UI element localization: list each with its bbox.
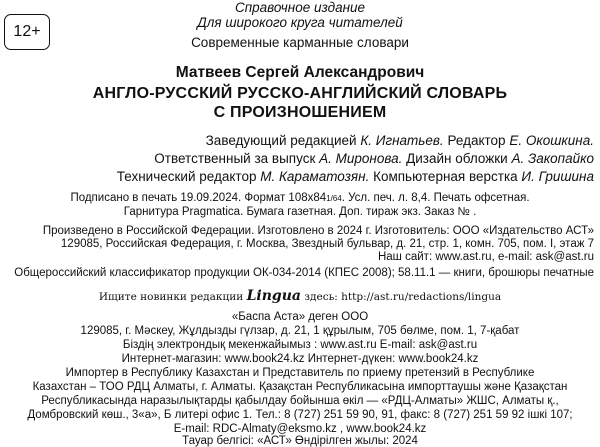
edition-type: Справочное издание [234, 0, 366, 15]
print-details-line-2: Гарнитура Pragmatica. Бумага газетная. Доп. тираж экз. Заказ № . [123, 206, 477, 218]
credit-person: М. Караматозян. [260, 169, 370, 184]
lingua-promo [0, 288, 600, 304]
format-fraction: 1/64 [326, 194, 342, 203]
credit-role: Заведующий редакцией [205, 133, 361, 148]
lingua-logo: Lingua [246, 288, 301, 304]
kz-email: E-mail: RDC-Almaty@eksmo.kz , www.book24.kz [173, 423, 427, 435]
age-rating: 12+ [13, 23, 41, 40]
credit-person: К. Игнатьев. [360, 133, 444, 148]
book-title-line2: С ПРОИЗНОШЕНИЕМ [213, 104, 387, 121]
credits-line-3 [117, 169, 594, 184]
book-title-line1: АНГЛО-РУССКИЙ РУССКО-АНГЛИЙСКИЙ СЛОВАРЬ [92, 85, 508, 102]
production-line-3: Наш сайт: www.ast.ru, e-mail: ask@ast.ru [377, 251, 594, 263]
production-line-1: Произведено в Российской Федерации. Изготовлено в 2024 г. Изготовитель: ООО «Издательство АСТ» [42, 225, 594, 237]
credit-role: Ответственный за выпуск [154, 151, 320, 166]
author-name: Матвеев Сергей Александрович [175, 64, 425, 81]
credit-person: Е. Окошкина. [509, 133, 594, 148]
kz-importer-line-4: Домбровский көш., 3«а», Б литері офис 1. Тел.: 8 (727) 251 59 90, 91, факс: 8 (727) 251 59 92 ішкі 107; [27, 409, 573, 421]
kz-importer-line-2: Казахстан – ТОО РДЦ Алматы, г. Алматы. Қазақстан Республикасына импорттаушы және Қазақстан [32, 381, 568, 393]
credit-person: И. Гришина [521, 169, 594, 184]
credit-person: А. Миронова. [319, 151, 403, 166]
production-line-2: 129085, Российская Федерация, г. Москва, Звездный бульвар, д. 21, стр. 1, комн. 705, пом. I, этаж 7 [60, 238, 594, 250]
kz-importer-line-1: Импортер в Республику Казахстан и Представитель по приему претензий в Республике [65, 367, 535, 379]
product-classifier: Общероссийский классификатор продукции ОК-034-2014 (КПЕС 2008); 58.11.1 — книги, брошюры печатные [14, 267, 594, 279]
audience: Для широкого круга читателей [197, 15, 403, 30]
credit-role: Редактор [443, 133, 510, 148]
lingua-promo-text: Ищите новинки редакции [98, 291, 247, 303]
credit-role: Компьютерная верстка [369, 169, 522, 184]
kz-importer-line-3: Республикасында наразылықтарды қабылдау бойынша өкіл — «РДЦ-Алматы» ЖШС, Алматы қ., [41, 395, 559, 407]
print-details-line-1 [0, 192, 600, 204]
kz-contacts: Біздің электрондық мекенжайымыз : www.ast.ru E-mail: ask@ast.ru [122, 339, 478, 351]
kz-address: 129085, г. Мәскеу, Жұлдызды гүлзар, д. 21, 1 құрылым, 705 бөлме, пом. 1, 7-қабат [80, 325, 520, 337]
credit-role: Технический редактор [116, 169, 261, 184]
kz-shop: Интернет-магазин: www.book24.kz Интернет-дүкен: www.book24.kz [121, 353, 479, 365]
print-sheets: . Усл. печ. л. 8,4. Печать офсетная. [341, 192, 530, 204]
credits-line-1 [206, 133, 594, 148]
credit-person: А. Закопайко [511, 151, 594, 166]
lingua-promo-link: здесь: http://ast.ru/redactions/lingua [300, 291, 502, 303]
kz-trademark: Тауар белгісі: «АСТ» Өндірілген жылы: 2024 [182, 435, 418, 447]
series-name: Современные карманные словари [191, 35, 409, 50]
kz-publisher: «Баспа Аста» деген ООО [231, 311, 369, 323]
credit-role: Дизайн обложки [402, 151, 512, 166]
print-format: Подписано в печать 19.09.2024. Формат 108х84 [70, 192, 327, 204]
credits-line-2 [154, 151, 594, 166]
